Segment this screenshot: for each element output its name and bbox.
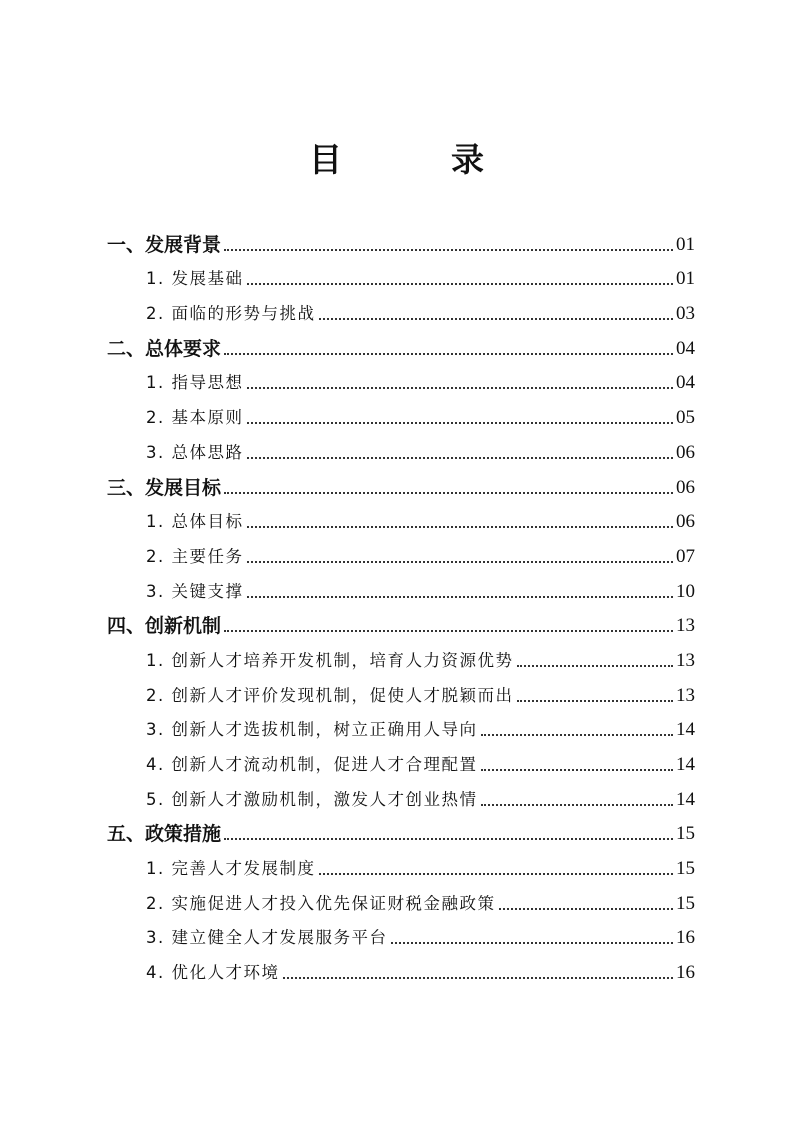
- toc-entry-title: 4. 优化人才环境: [146, 963, 280, 983]
- toc-entry[interactable]: [107, 846, 695, 881]
- toc-dot-leader: [247, 282, 674, 285]
- toc-page-number: 13: [676, 684, 695, 706]
- toc-entry-title: 3. 建立健全人才发展服务平台: [146, 928, 388, 948]
- toc-page-number: 10: [676, 580, 695, 602]
- toc-page-number: 04: [676, 372, 695, 394]
- toc-entry-title: 1. 发展基础: [146, 269, 244, 289]
- toc-entry-title: 三、发展目标: [107, 476, 222, 499]
- toc-page-number: 14: [676, 754, 695, 775]
- toc-dot-leader: [481, 733, 674, 736]
- toc-entry[interactable]: [107, 361, 695, 396]
- toc-dot-leader: [224, 629, 673, 632]
- toc-entry[interactable]: [107, 604, 695, 639]
- toc-dot-leader: [247, 560, 674, 563]
- toc-entry[interactable]: [107, 430, 695, 465]
- toc-page-number: 13: [676, 615, 695, 637]
- toc-entry[interactable]: [107, 465, 695, 500]
- toc-entry-title: 5. 创新人才激励机制，激发人才创业热情: [146, 789, 478, 809]
- toc-dot-leader: [247, 595, 674, 598]
- toc-entry-title: 2. 主要任务: [146, 546, 244, 566]
- toc-entry[interactable]: [107, 916, 695, 951]
- toc-entry[interactable]: [107, 569, 695, 604]
- toc-page-number: 14: [676, 719, 695, 741]
- toc-page-number: 16: [676, 962, 695, 984]
- toc-page-number: 15: [676, 892, 695, 914]
- toc-dot-leader: [283, 976, 674, 979]
- toc-page-number: 06: [676, 511, 695, 533]
- toc-entry-title: 2. 创新人才评价发现机制，促使人才脱颖而出: [146, 685, 514, 705]
- toc-page-number: 05: [676, 407, 695, 429]
- toc-page-number: 14: [676, 788, 695, 810]
- toc-dot-leader: [247, 525, 674, 528]
- toc-list: [107, 222, 695, 985]
- toc-page-number: 15: [676, 823, 695, 845]
- toc-entry-title: 2. 实施促进人才投入优先保证财税金融政策: [146, 893, 496, 913]
- toc-entry-title: 二、总体要求: [107, 337, 222, 360]
- toc-page-number: 16: [676, 927, 695, 949]
- toc-dot-leader: [247, 386, 674, 389]
- toc-entry-title: 3. 关键支撑: [146, 581, 244, 601]
- toc-entry[interactable]: [107, 534, 695, 569]
- toc-title: 目 录: [309, 140, 522, 179]
- toc-entry-title: 1. 指导思想: [146, 373, 244, 393]
- toc-entry[interactable]: [107, 881, 695, 916]
- toc-page-number: 06: [676, 476, 695, 498]
- toc-dot-leader: [499, 907, 674, 910]
- toc-dot-leader: [247, 421, 674, 424]
- toc-entry[interactable]: [107, 812, 695, 847]
- toc-entry[interactable]: [107, 777, 695, 812]
- toc-entry[interactable]: [107, 708, 695, 743]
- toc-page-number: 01: [676, 268, 695, 290]
- toc-page-number: 13: [676, 649, 695, 671]
- toc-entry-title: 一、发展背景: [107, 233, 222, 256]
- toc-dot-leader: [224, 248, 673, 251]
- toc-dot-leader: [481, 768, 674, 771]
- toc-entry-title: 1. 完善人才发展制度: [146, 859, 316, 879]
- toc-entry-title: 2. 基本原则: [146, 408, 244, 428]
- toc-entry[interactable]: [107, 950, 695, 985]
- toc-page-number: 07: [676, 545, 695, 567]
- toc-entry[interactable]: [107, 500, 695, 535]
- toc-entry-title: 1. 总体目标: [146, 512, 244, 532]
- toc-entry-title: 1. 创新人才培养开发机制，培育人力资源优势: [146, 650, 514, 670]
- toc-dot-leader: [247, 456, 674, 459]
- toc-entry-title: 四、创新机制: [107, 615, 222, 638]
- toc-entry-title: 2. 面临的形势与挑战: [146, 304, 316, 324]
- toc-dot-leader: [319, 317, 674, 320]
- toc-entry-title: 五、政策措施: [107, 823, 222, 846]
- toc-entry[interactable]: [107, 395, 695, 430]
- toc-page-number: 03: [676, 303, 695, 325]
- toc-page-number: 01: [676, 233, 695, 255]
- toc-page-number: 15: [676, 858, 695, 880]
- toc-dot-leader: [391, 941, 674, 944]
- toc-entry[interactable]: [107, 222, 695, 257]
- toc-entry[interactable]: [107, 742, 695, 777]
- toc-dot-leader: [224, 352, 673, 355]
- toc-entry-title: 4. 创新人才流动机制，促进人才合理配置: [146, 755, 478, 774]
- toc-dot-leader: [224, 837, 673, 840]
- toc-page-number: 04: [676, 337, 695, 359]
- toc-page-number: 06: [676, 441, 695, 463]
- toc-entry[interactable]: [107, 326, 695, 361]
- toc-entry-title: 3. 总体思路: [146, 442, 244, 462]
- toc-dot-leader: [481, 803, 674, 806]
- toc-dot-leader: [224, 491, 673, 494]
- toc-entry-title: 3. 创新人才选拔机制，树立正确用人导向: [146, 720, 478, 740]
- toc-dot-leader: [319, 872, 674, 875]
- toc-entry[interactable]: [107, 291, 695, 326]
- toc-entry[interactable]: [107, 638, 695, 673]
- toc-entry[interactable]: [107, 257, 695, 292]
- toc-dot-leader: [517, 664, 674, 667]
- toc-entry[interactable]: [107, 673, 695, 708]
- toc-dot-leader: [517, 699, 674, 702]
